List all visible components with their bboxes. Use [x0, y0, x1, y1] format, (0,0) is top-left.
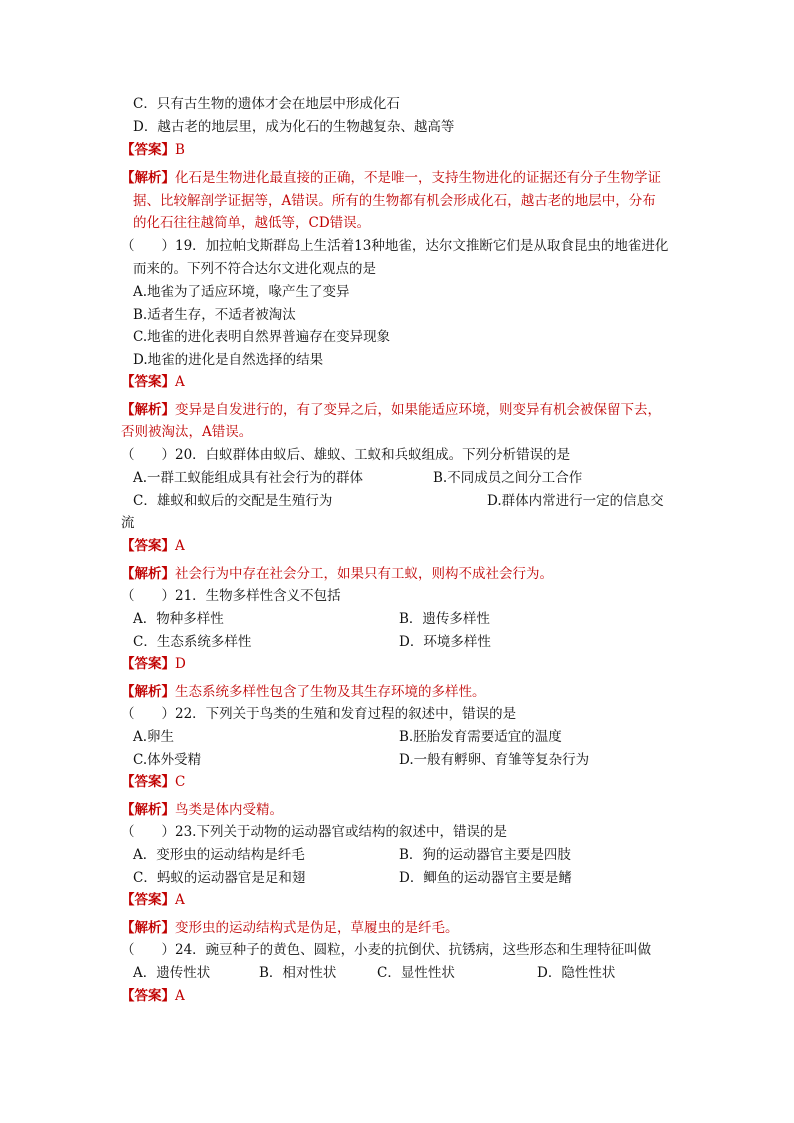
answer-value: B [175, 142, 185, 158]
answer-value: A [175, 538, 185, 554]
q20-option-d-line1: D.群体内常进行一定的信息交 [487, 493, 664, 509]
answer-value: A [175, 374, 185, 390]
q18-option-c: C．只有古生物的遗体才会在地层中形成化石 [133, 96, 400, 112]
answer-label: 【答案】 [121, 538, 175, 554]
q21-option-c: C．生态系统多样性 [133, 634, 252, 650]
analysis-label: 【解析】 [121, 402, 175, 418]
analysis-text: 生态系统多样性包含了生物及其生存环境的多样性。 [175, 684, 486, 700]
q19-stem-line1: （ ）19．加拉帕戈斯群岛上生活着13种地雀，达尔文推断它们是从取食昆虫的地雀进化 [121, 238, 669, 254]
answer-label: 【答案】 [121, 656, 175, 672]
answer-label: 【答案】 [121, 774, 175, 790]
q20-answer [121, 536, 185, 556]
q23-option-d: D．鲫鱼的运动器官主要是鳍 [399, 870, 572, 886]
analysis-label: 【解析】 [121, 170, 175, 186]
q19-option-b: B.适者生存，不适者被淘汰 [133, 307, 296, 323]
answer-label: 【答案】 [121, 892, 175, 908]
q22-option-d: D.一般有孵卵、育雏等复杂行为 [399, 752, 590, 768]
q19-stem-line2: 而来的。下列不符合达尔文进化观点的是 [133, 261, 376, 277]
analysis-label: 【解析】 [121, 566, 175, 582]
q21-answer [121, 654, 186, 674]
answer-label: 【答案】 [121, 142, 175, 158]
q24-option-b: B．相对性状 [259, 965, 337, 981]
q20-analysis [121, 564, 553, 584]
q20-stem: （ ）20．白蚁群体由蚁后、雄蚁、工蚁和兵蚁组成。下列分析错误的是 [121, 447, 571, 463]
q23-option-b: B．狗的运动器官主要是四肢 [399, 847, 571, 863]
answer-label: 【答案】 [121, 374, 175, 390]
answer-label: 【答案】 [121, 988, 175, 1004]
q18-analysis-line3: 的化石往往越简单，越低等，CD错误。 [133, 215, 371, 231]
analysis-text: 变异是自发进行的，有了变异之后，如果能适应环境，则变异有机会被保留下去， [175, 402, 661, 418]
answer-value: A [175, 988, 185, 1004]
q23-answer [121, 890, 185, 910]
q18-analysis-line1 [121, 168, 661, 188]
q23-option-c: C．蚂蚁的运动器官是足和翅 [133, 870, 306, 886]
analysis-text: 变形虫的运动结构式是伪足，草履虫的是纤毛。 [175, 920, 459, 936]
q20-option-a: A.一群工蚁能组成具有社会行为的群体 [133, 470, 364, 486]
q19-analysis-line2: 否则被淘汰，A错误。 [121, 424, 253, 440]
q23-stem: （ ）23.下列关于动物的运动器官或结构的叙述中，错误的是 [121, 824, 507, 840]
analysis-label: 【解析】 [121, 920, 175, 936]
analysis-text: 鸟类是体内受精。 [175, 802, 283, 818]
q19-option-c: C.地雀的进化表明自然界普遍存在变异现象 [133, 329, 391, 345]
q22-option-b: B.胚胎发育需要适宜的温度 [399, 729, 562, 745]
q22-option-a: A.卵生 [133, 729, 175, 745]
analysis-label: 【解析】 [121, 802, 175, 818]
analysis-text: 化石是生物进化最直接的正确，不是唯一，支持生物进化的证据还有分子生物学证 [175, 170, 661, 186]
q19-option-d: D.地雀的进化是自然选择的结果 [133, 352, 324, 368]
q18-option-d: D．越古老的地层里，成为化石的生物越复杂、越高等 [133, 119, 455, 135]
answer-value: C [175, 774, 186, 790]
analysis-text: 社会行为中存在社会分工，如果只有工蚁，则构不成社会行为。 [175, 566, 553, 582]
q22-analysis [121, 800, 283, 820]
q24-option-c: C．显性性状 [377, 965, 455, 981]
q19-analysis-line1 [121, 400, 661, 420]
q20-option-d-line2: 流 [121, 515, 135, 531]
answer-value: A [175, 892, 185, 908]
q24-option-d: D．隐性性状 [537, 965, 616, 981]
q18-analysis-line2: 据、比较解剖学证据等，A错误。所有的生物都有机会形成化石，越古老的地层中，分布 [133, 193, 656, 209]
q24-stem: （ ）24．豌豆种子的黄色、圆粒，小麦的抗倒伏、抗锈病，这些形态和生理特征叫做 [121, 942, 652, 958]
q21-option-a: A．物种多样性 [133, 611, 224, 627]
q19-answer [121, 372, 185, 392]
q21-option-d: D．环境多样性 [399, 634, 491, 650]
q22-answer [121, 772, 185, 792]
q22-stem: （ ）22．下列关于鸟类的生殖和发育过程的叙述中，错误的是 [121, 706, 517, 722]
q24-option-a: A．遗传性状 [133, 965, 211, 981]
q24-answer [121, 986, 185, 1006]
q21-option-b: B．遗传多样性 [399, 611, 490, 627]
q23-analysis [121, 918, 459, 938]
q20-option-b: B.不同成员之间分工合作 [433, 470, 583, 486]
answer-value: D [175, 656, 186, 672]
q21-analysis [121, 682, 486, 702]
q20-option-c: C．雄蚁和蚁后的交配是生殖行为 [133, 493, 333, 509]
q19-option-a: A.地雀为了适应环境，喙产生了变异 [133, 284, 350, 300]
q18-answer [121, 140, 185, 160]
q23-option-a: A．变形虫的运动结构是纤毛 [133, 847, 305, 863]
q21-stem: （ ）21．生物多样性含义不包括 [121, 588, 341, 604]
analysis-label: 【解析】 [121, 684, 175, 700]
q22-option-c: C.体外受精 [133, 752, 202, 768]
